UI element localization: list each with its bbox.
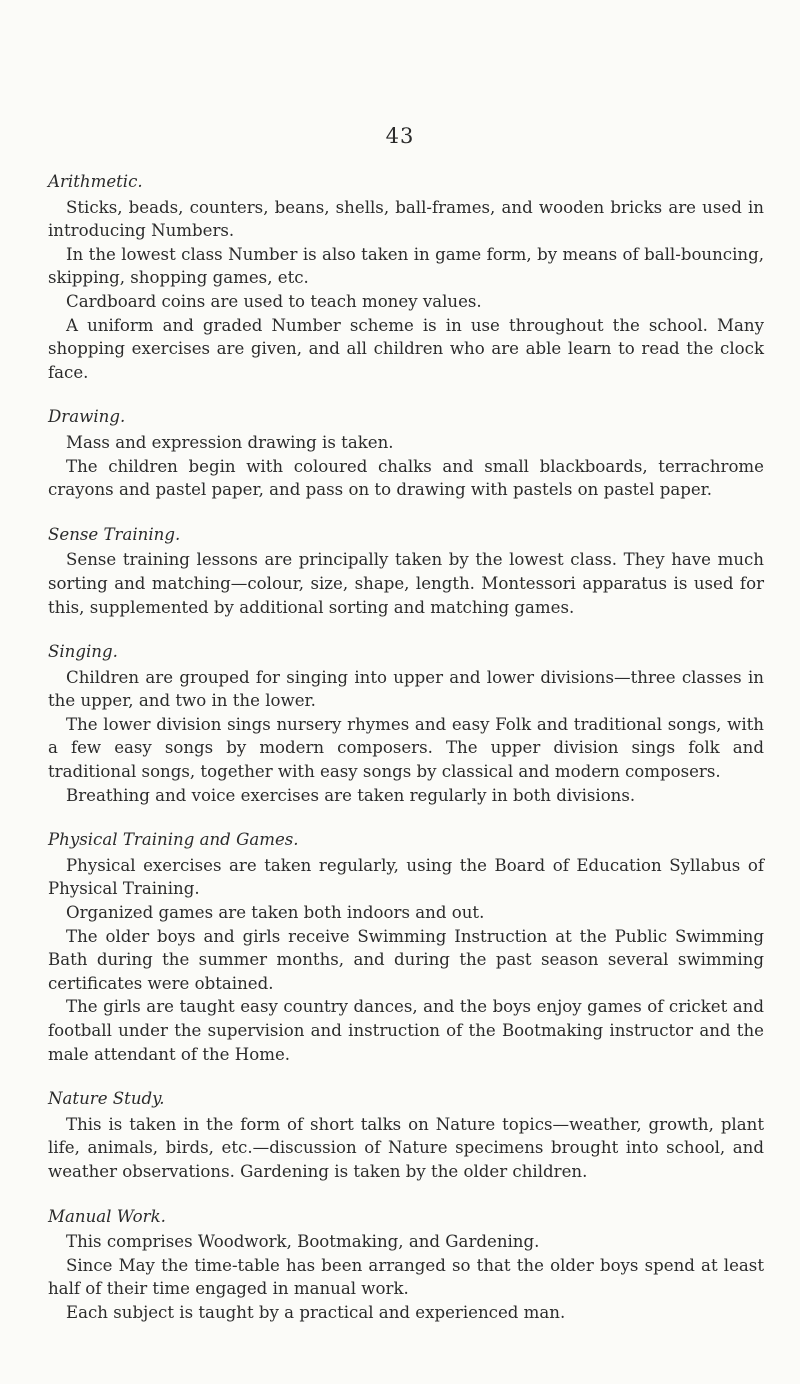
section-heading: Arithmetic.: [48, 172, 143, 191]
paragraph: Physical exercises are taken regularly, using the Board of Education Syllabus of Physical Training.: [48, 855, 764, 899]
paragraph: This is taken in the form of short talks on Nature topics—weather, growth, plant life, animals, birds, etc.—discussion of Nature specimens brought into school, and weather observations. Gardening is taken by the older children.: [48, 1114, 764, 1181]
paragraph: This comprises Woodwork, Bootmaking, and Gardening.: [66, 1232, 540, 1252]
paragraph: The girls are taught easy country dances, and the boys enjoy games of cricket and football under the supervision and instruction of the Bootmaking instructor and the male attendant of the Home.: [48, 997, 764, 1064]
paragraph: Sense training lessons are principally taken by the lowest class. They have much sorting and matching—colour, size, shape, length. Montessori apparatus is used for this, supplemented by additional sorting and matching games.: [48, 550, 764, 617]
section-heading: Nature Study.: [48, 1089, 165, 1109]
paragraph: Each subject is taught by a practical and experienced man.: [66, 1302, 566, 1322]
paragraph: Children are grouped for singing into upper and lower divisions—three classes in the upper, and two in the lower.: [48, 667, 764, 711]
page-number: 43: [385, 124, 415, 148]
paragraph: Organized games are taken both indoors and out.: [66, 903, 485, 923]
paragraph: Mass and expression drawing is taken.: [66, 432, 394, 452]
paragraph: A uniform and graded Number scheme is in use throughout the school. Many shopping exercises are given, and all children who are able learn to read the clock face.: [48, 315, 764, 382]
page-body: [48, 170, 764, 1346]
section-heading: Physical Training and Games.: [48, 830, 299, 850]
paragraph: Breathing and voice exercises are taken regularly in both divisions.: [66, 785, 636, 805]
section-sense-training: [48, 523, 764, 619]
section-heading: Sense Training.: [48, 524, 181, 544]
section-heading: Drawing.: [48, 407, 126, 427]
paragraph: The lower division sings nursery rhymes and easy Folk and traditional songs, with a few easy songs by modern composers. The upper division sings folk and traditional songs, together with easy songs by classical and modern composers.: [48, 714, 764, 782]
paragraph: Since May the time-table has been arranged so that the older boys spend at least half of their time engaged in manual work.: [48, 1255, 764, 1299]
section-singing: [48, 640, 764, 807]
section-arithmetic: [48, 170, 764, 384]
paragraph: The children begin with coloured chalks and small blackboards, terrachrome crayons and pastel paper, and pass on to drawing with pastels on pastel paper.: [48, 456, 764, 500]
section-heading: Manual Work.: [48, 1206, 166, 1226]
section-heading: Singing.: [48, 642, 118, 662]
section-drawing: [48, 405, 764, 501]
section-manual-work: [48, 1205, 764, 1325]
paragraph: In the lowest class Number is also taken in game form, by means of ball-bouncing, skipping, shopping games, etc.: [48, 244, 764, 288]
section-nature-study: [48, 1087, 764, 1183]
paragraph: Cardboard coins are used to teach money values.: [66, 291, 482, 311]
paragraph: The older boys and girls receive Swimming Instruction at the Public Swimming Bath during the summer months, and during the past season several swimming certificates were obtained.: [48, 926, 764, 993]
paragraph: Sticks, beads, counters, beans, shells, ball-frames, and wooden bricks are used in introducing Numbers.: [48, 197, 764, 241]
section-physical-training: [48, 828, 764, 1066]
